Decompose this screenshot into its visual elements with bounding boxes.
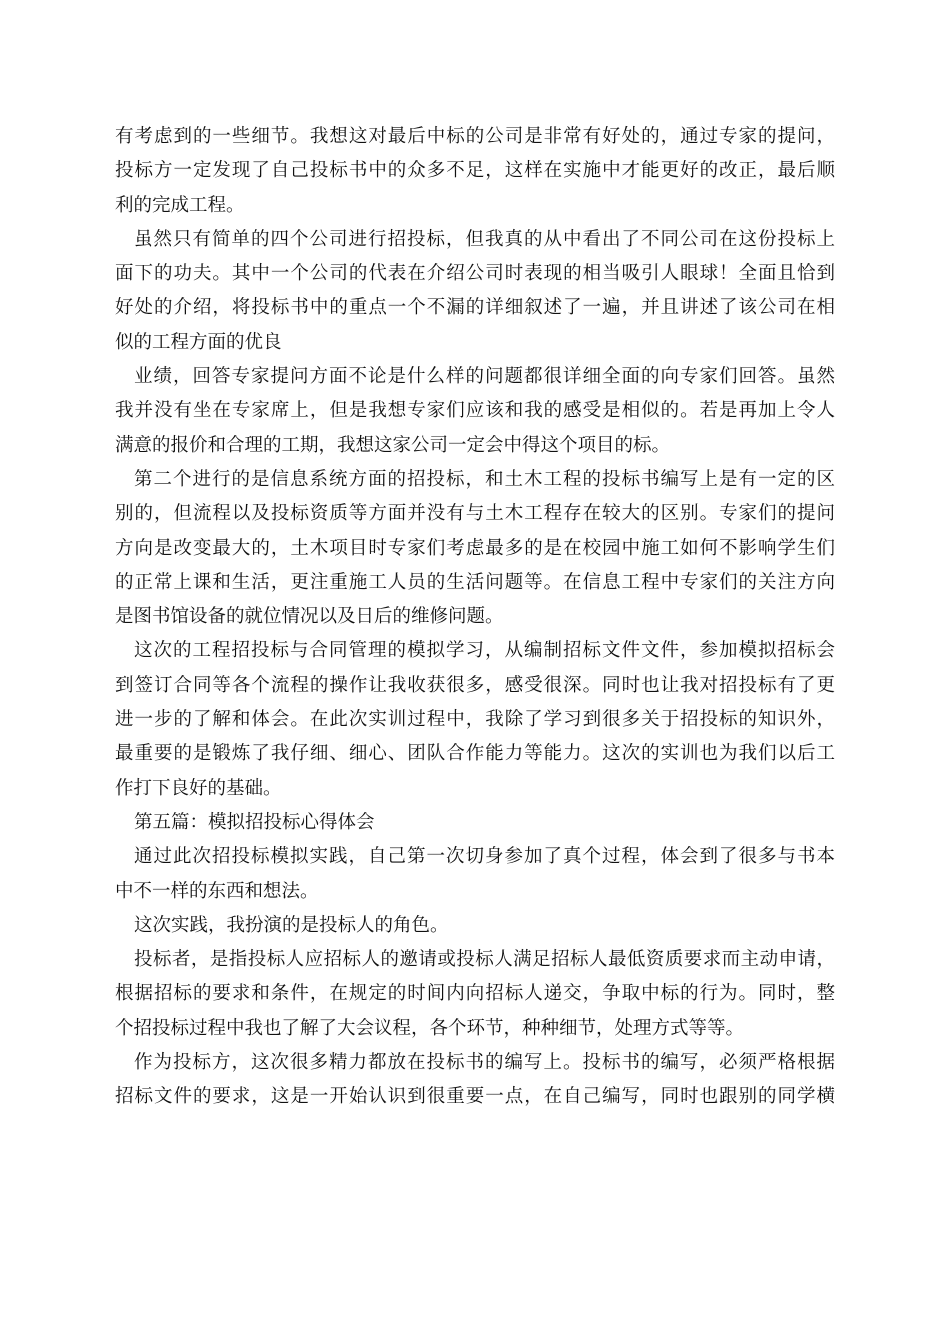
- text-line: 进一步的了解和体会。在此次实训过程中，我除了学习到很多关于招投标的知识外，: [115, 709, 835, 731]
- text-line: 这次的工程招投标与合同管理的模拟学习，从编制招标文件文件，参加模拟招标会: [134, 640, 835, 662]
- text-line: 通过此次招投标模拟实践，自己第一次切身参加了真个过程，体会到了很多与书本: [134, 846, 835, 868]
- text-line: 个招投标过程中我也了解了大会议程，各个环节，种种细节，处理方式等等。: [115, 1017, 745, 1039]
- text-line: 中不一样的东西和想法。: [115, 880, 319, 902]
- text-line: 方向是改变最大的，土木项目时专家们考虑最多的是在校园中施工如何不影响学生们: [115, 537, 835, 559]
- text-line: 满意的报价和合理的工期，我想这家公司一定会中得这个项目的标。: [115, 434, 671, 456]
- text-line: 的正常上课和生活，更注重施工人员的生活问题等。在信息工程中专家们的关注方向: [115, 571, 835, 593]
- text-line: 根据招标的要求和条件，在规定的时间内向招标人递交，争取中标的行为。同时，整: [115, 983, 835, 1005]
- document-body: [115, 120, 835, 1115]
- text-line: 这次实践，我扮演的是投标人的角色。: [134, 914, 449, 936]
- text-line: 招标文件的要求，这是一开始认识到很重要一点，在自己编写，同时也跟别的同学横: [115, 1086, 835, 1108]
- text-line: 投标者，是指投标人应招标人的邀请或投标人满足招标人最低资质要求而主动申请，: [134, 949, 835, 971]
- text-line: 虽然只有简单的四个公司进行招投标，但我真的从中看出了不同公司在这份投标上: [134, 228, 835, 250]
- text-line: 别的，但流程以及投标资质等方面并没有与土木工程存在较大的区别。专家们的提问: [115, 503, 835, 525]
- text-line: 似的工程方面的优良: [115, 331, 282, 353]
- text-line: 到签订合同等各个流程的操作让我收获很多，感受很深。同时也让我对招投标有了更: [115, 674, 835, 696]
- text-line: 投标方一定发现了自己投标书中的众多不足，这样在实施中才能更好的改正，最后顺: [115, 160, 835, 182]
- text-line: 好处的介绍，将投标书中的重点一个不漏的详细叙述了一遍，并且讲述了该公司在相: [115, 297, 835, 319]
- text-line: 业绩，回答专家提问方面不论是什么样的问题都很详细全面的向专家们回答。虽然: [134, 366, 835, 388]
- text-line: 利的完成工程。: [115, 194, 245, 216]
- text-line: 面下的功夫。其中一个公司的代表在介绍公司时表现的相当吸引人眼球！全面且恰到: [115, 263, 835, 285]
- text-line: 第五篇：模拟招投标心得体会: [134, 811, 375, 833]
- text-line: 我并没有坐在专家席上，但是我想专家们应该和我的感受是相似的。若是再加上令人: [115, 400, 835, 422]
- text-line: 是图书馆设备的就位情况以及日后的维修问题。: [115, 606, 504, 628]
- text-line: 作为投标方，这次很多精力都放在投标书的编写上。投标书的编写，必须严格根据: [134, 1052, 835, 1074]
- text-line: 最重要的是锻炼了我仔细、细心、团队合作能力等能力。这次的实训也为我们以后工: [115, 743, 835, 765]
- text-line: 第二个进行的是信息系统方面的招投标，和土木工程的投标书编写上是有一定的区: [134, 468, 835, 490]
- text-line: 作打下良好的基础。: [115, 777, 282, 799]
- text-line: 有考虑到的一些细节。我想这对最后中标的公司是非常有好处的，通过专家的提问，: [115, 126, 835, 147]
